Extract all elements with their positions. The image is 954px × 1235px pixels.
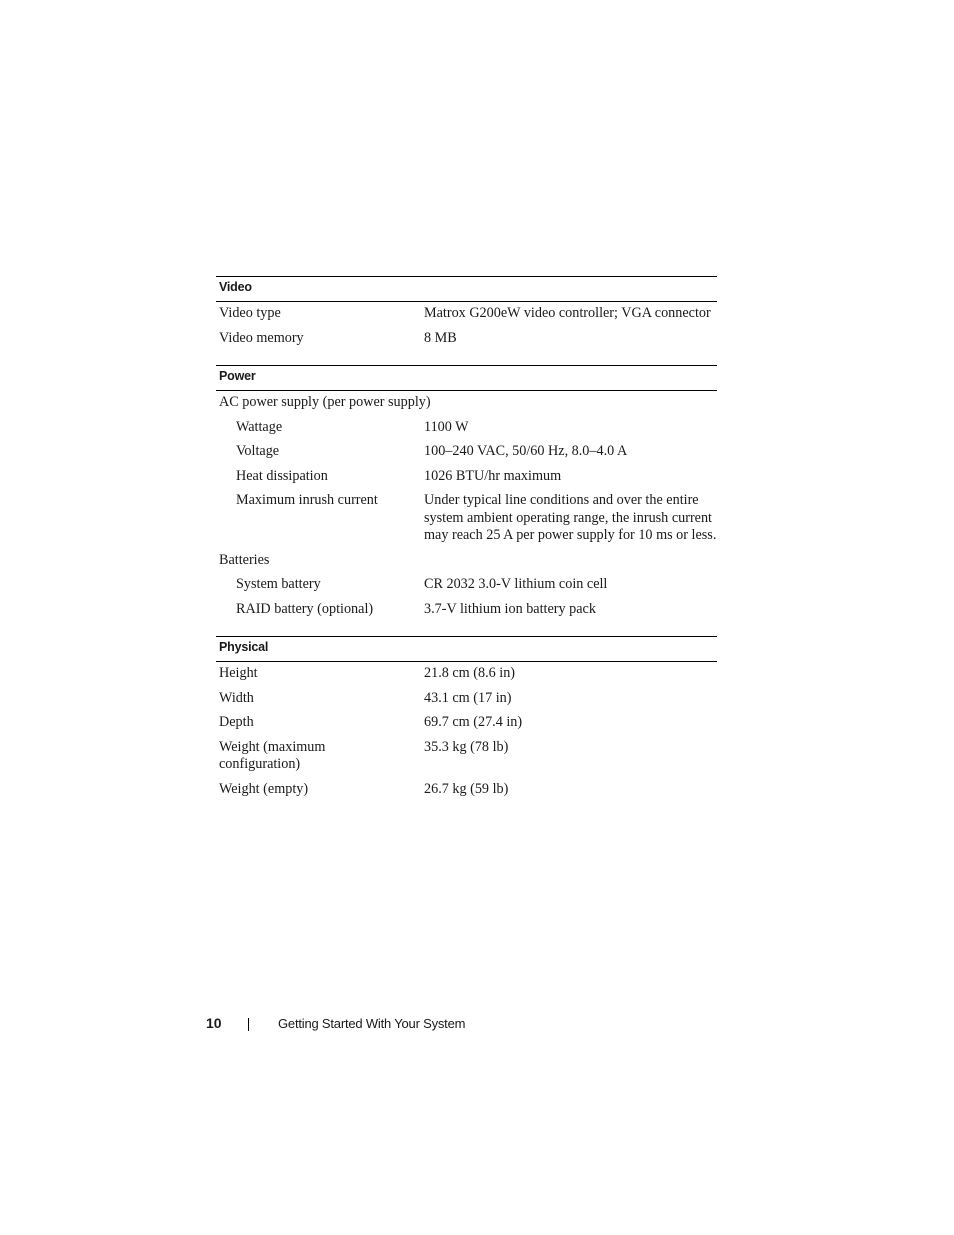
section-video bbox=[216, 276, 717, 365]
spec-label: Weight (empty) bbox=[219, 780, 309, 797]
spec-label: AC power supply (per power supply) bbox=[219, 394, 431, 410]
section-rows bbox=[216, 391, 717, 623]
spec-value bbox=[420, 552, 717, 570]
spec-value: 26.7 kg (59 lb) bbox=[424, 780, 509, 797]
section-gap bbox=[216, 623, 717, 636]
spec-label: Height bbox=[219, 665, 258, 681]
spec-value: 69.7 cm (27.4 in) bbox=[424, 714, 523, 730]
spec-row bbox=[216, 466, 717, 491]
spec-label: Voltage bbox=[236, 443, 280, 459]
spec-label: Width bbox=[219, 689, 254, 706]
page-footer bbox=[0, 1014, 954, 1036]
spec-row bbox=[216, 688, 717, 713]
spec-value: CR 2032 3.0-V lithium coin cell bbox=[424, 576, 608, 592]
spec-table bbox=[216, 276, 717, 803]
spec-row bbox=[216, 737, 717, 779]
section-rows bbox=[216, 302, 717, 352]
spec-row bbox=[216, 303, 717, 328]
spec-row bbox=[216, 663, 717, 688]
section-power bbox=[216, 365, 717, 636]
spec-label: Batteries bbox=[219, 551, 270, 568]
footer-title: Getting Started With Your System bbox=[278, 1016, 466, 1031]
spec-value: Matrox G200eW video controller; VGA connector bbox=[424, 305, 711, 321]
spec-value: 8 MB bbox=[424, 329, 457, 346]
section-title: Video bbox=[216, 277, 717, 302]
spec-label: RAID battery (optional) bbox=[236, 600, 374, 617]
section-physical bbox=[216, 636, 717, 803]
section-title: Power bbox=[216, 366, 717, 391]
spec-label: Heat dissipation bbox=[236, 467, 328, 484]
spec-value: 21.8 cm (8.6 in) bbox=[424, 665, 516, 681]
spec-value: 1100 W bbox=[424, 418, 469, 435]
spec-row bbox=[216, 441, 717, 466]
spec-row bbox=[216, 550, 717, 575]
spec-label: Video memory bbox=[219, 329, 304, 346]
spec-label: System battery bbox=[236, 576, 321, 592]
footer-separator bbox=[248, 1018, 249, 1031]
spec-value: 3.7-V lithium ion battery pack bbox=[424, 600, 596, 617]
spec-label: Weight (maximum configuration) bbox=[219, 738, 326, 772]
spec-value: 1026 BTU/hr maximum bbox=[424, 467, 562, 484]
page-number: 10 bbox=[206, 1015, 222, 1031]
section-title: Physical bbox=[216, 637, 717, 662]
section-gap bbox=[216, 352, 717, 365]
spec-row bbox=[216, 574, 717, 599]
section-rows bbox=[216, 662, 717, 803]
spec-label: Wattage bbox=[236, 418, 283, 435]
spec-row bbox=[216, 599, 717, 624]
spec-value: Under typical line conditions and over the entire system ambient operating range, the inrush current may reach 25 A per power supply for 10 ms or less. bbox=[424, 492, 717, 543]
spec-row bbox=[216, 712, 717, 737]
spec-row bbox=[216, 417, 717, 442]
spec-row bbox=[216, 490, 717, 550]
spec-row bbox=[216, 328, 717, 353]
spec-label: Maximum inrush current bbox=[236, 492, 378, 508]
spec-label: Depth bbox=[219, 714, 254, 730]
spec-label: Video type bbox=[219, 305, 281, 321]
spec-row bbox=[216, 779, 717, 804]
spec-value: 43.1 cm (17 in) bbox=[424, 689, 512, 706]
spec-value: 35.3 kg (78 lb) bbox=[424, 738, 509, 755]
spec-value: 100–240 VAC, 50/60 Hz, 8.0–4.0 A bbox=[424, 443, 628, 459]
spec-row bbox=[216, 392, 717, 417]
